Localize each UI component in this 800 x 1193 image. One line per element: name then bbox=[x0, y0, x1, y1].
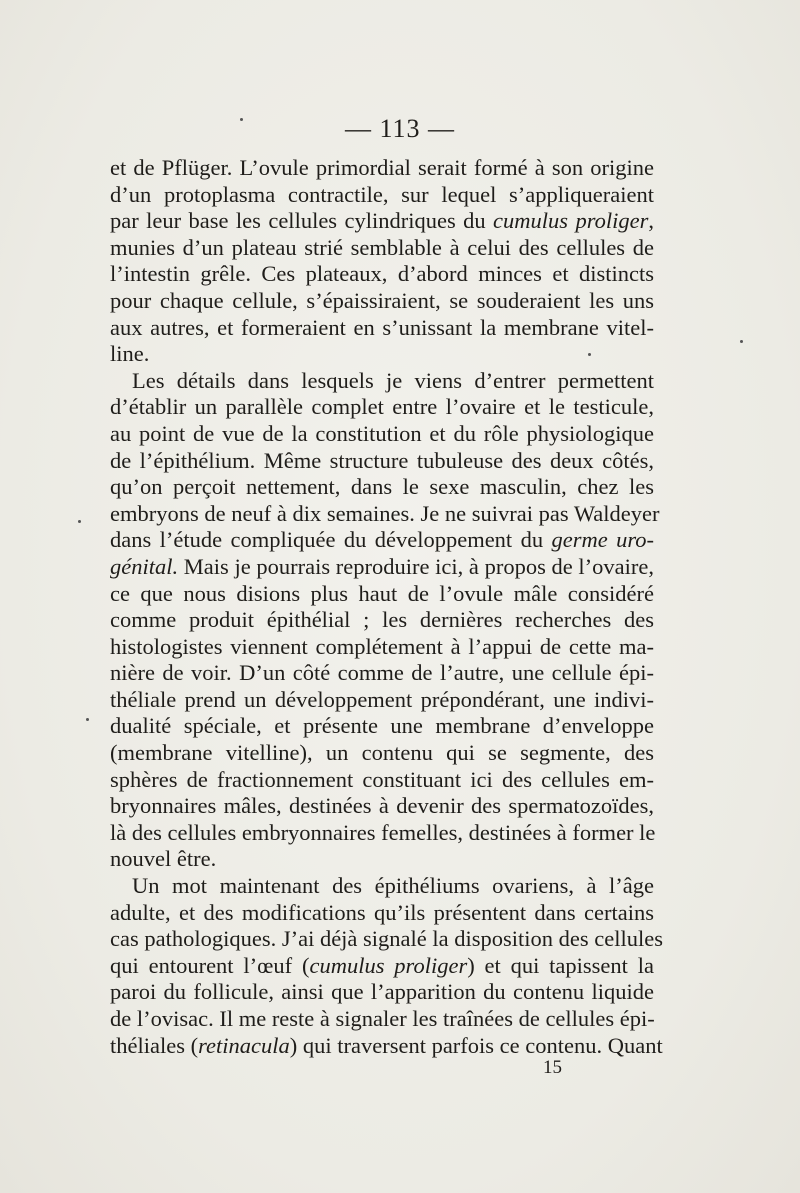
text-run: paroi du follicule, ainsi que l’apparition du contenu liquide bbox=[110, 979, 654, 1005]
text-run: pour chaque cellule, s’épaissiraient, se souderaient les uns bbox=[110, 287, 654, 313]
text-line bbox=[110, 660, 654, 687]
text-run: ) et qui tapissent la bbox=[467, 952, 654, 978]
paper-speck bbox=[588, 353, 591, 356]
text-line bbox=[110, 182, 654, 209]
text-line bbox=[110, 846, 654, 873]
text-line bbox=[110, 421, 654, 448]
text-run: nouvel être. bbox=[110, 846, 217, 872]
text-run: cas pathologiques. J’ai déjà signalé la disposition des cellules bbox=[110, 926, 663, 952]
text-line bbox=[110, 394, 654, 421]
text-line bbox=[110, 873, 654, 900]
text-run: bryonnaires mâles, destinées à devenir des spermatozoïdes, bbox=[110, 793, 654, 819]
text-run: ce que nous disions plus haut de l’ovule mâle considéré bbox=[110, 580, 654, 606]
text-run: dualité spéciale, et présente une membrane d’enveloppe bbox=[110, 713, 654, 739]
text-line bbox=[110, 713, 654, 740]
text-run: qu’on perçoit nettement, dans le sexe masculin, chez les bbox=[110, 474, 654, 500]
text-run: d’établir un parallèle complet entre l’ovaire et le testicule, bbox=[110, 394, 654, 420]
text-line bbox=[110, 581, 654, 608]
text-line bbox=[110, 554, 654, 581]
text-line bbox=[110, 500, 660, 528]
page-number: — 113 — bbox=[344, 114, 456, 143]
text-line bbox=[110, 926, 663, 953]
text-line bbox=[110, 527, 654, 554]
paper-speck bbox=[86, 718, 89, 721]
text-line bbox=[110, 315, 654, 342]
paper-speck bbox=[740, 340, 743, 343]
text-line bbox=[110, 155, 654, 182]
text-run: Les détails dans lesquels je viens d’entrer permettent bbox=[132, 367, 654, 393]
italic-term: cumulus proliger bbox=[309, 952, 468, 978]
text-run: munies d’un plateau strié semblable à celui des cellules de bbox=[110, 234, 654, 260]
text-run: comme produit épithélial ; les dernières recherches des bbox=[110, 607, 654, 633]
body-text bbox=[110, 155, 663, 1059]
text-line bbox=[110, 820, 654, 847]
text-run: théliales ( bbox=[110, 1032, 199, 1058]
italic-term: cumulus proliger bbox=[493, 208, 649, 234]
text-run: nière de voir. D’un côté comme de l’autre, une cellule épi- bbox=[110, 660, 654, 686]
text-run: dans l’étude compliquée du développement du bbox=[110, 527, 552, 553]
text-run: de l’ovisac. Il me reste à signaler les traînées de cellules épi- bbox=[110, 1006, 655, 1031]
text-run: line. bbox=[110, 341, 150, 367]
text-run: embryons de neuf à dix semaines. Je ne suivrai pas Waldeyer bbox=[110, 500, 660, 526]
text-run: , bbox=[648, 208, 654, 234]
text-run: au point de vue de la constitution et du rôle physiologique bbox=[110, 420, 654, 446]
text-line bbox=[110, 235, 654, 262]
text-line bbox=[110, 368, 654, 395]
text-line bbox=[110, 1006, 654, 1033]
text-line bbox=[110, 900, 654, 927]
text-run: d’un protoplasma contractile, sur lequel s’appliqueraient bbox=[110, 181, 654, 207]
text-run: sphères de fractionnement constituant ici des cellules em- bbox=[110, 766, 654, 792]
text-run: théliale prend un développement prépondérant, une indivi- bbox=[110, 686, 654, 712]
text-run: Un mot maintenant des épithéliums ovariens, à l’âge bbox=[132, 873, 654, 899]
text-run: Mais je pourrais reproduire ici, à propos de l’ovaire, bbox=[178, 553, 654, 579]
text-run: de l’épithélium. Même structure tubuleuse des deux côtés, bbox=[110, 447, 654, 473]
text-line bbox=[110, 1032, 663, 1060]
text-line bbox=[110, 687, 654, 714]
text-line bbox=[110, 740, 654, 767]
text-line bbox=[110, 793, 654, 820]
text-line bbox=[110, 979, 654, 1006]
text-line bbox=[110, 953, 654, 980]
text-run: et de Pflüger. L’ovule primordial serait formé à son origine bbox=[110, 155, 654, 180]
text-line bbox=[110, 288, 654, 315]
text-line bbox=[110, 341, 654, 368]
text-line bbox=[110, 208, 654, 235]
text-line bbox=[110, 634, 654, 661]
text-run: (membrane vitelline), un contenu qui se segmente, des bbox=[110, 740, 654, 766]
text-line bbox=[110, 261, 654, 288]
text-line bbox=[110, 448, 654, 475]
text-run: là des cellules embryonnaires femelles, destinées à former le bbox=[110, 819, 656, 845]
italic-term: germe uro- bbox=[551, 527, 654, 553]
text-run: qui entourent l’œuf ( bbox=[110, 952, 310, 978]
text-run: aux autres, et formeraient en s’unissant la membrane vitel- bbox=[110, 314, 654, 340]
text-line bbox=[110, 474, 654, 501]
text-run: l’intestin grêle. Ces plateaux, d’abord minces et distincts bbox=[110, 261, 654, 287]
text-run: par leur base les cellules cylindriques du bbox=[110, 208, 494, 234]
paper-speck bbox=[78, 520, 81, 523]
paper-speck bbox=[240, 118, 243, 121]
signature-mark: 15 bbox=[543, 1057, 562, 1078]
text-run: ) qui traversent parfois ce contenu. Quant bbox=[289, 1032, 663, 1058]
text-line bbox=[110, 607, 654, 634]
text-run: histologistes viennent complétement à l’appui de cette ma- bbox=[110, 633, 654, 659]
italic-term: génital. bbox=[110, 553, 179, 579]
text-run: adulte, et des modifications qu’ils présentent dans certains bbox=[110, 899, 654, 925]
text-line bbox=[110, 767, 654, 794]
italic-term: retinacula bbox=[198, 1032, 290, 1058]
